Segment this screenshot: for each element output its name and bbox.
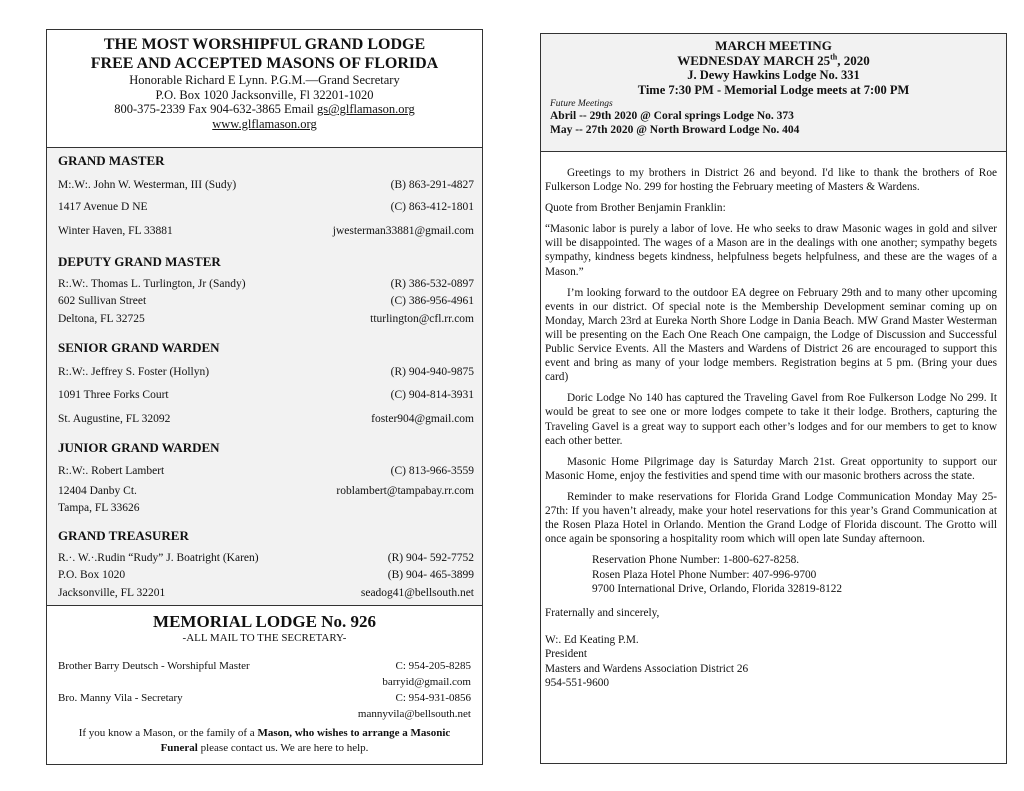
officer-row <box>58 383 474 407</box>
officer-phone: (C) 904-814-3931 <box>390 389 474 401</box>
grand-lodge-address: P.O. Box 1020 Jacksonville, Fl 32201-1020 <box>155 87 374 102</box>
memorial-title: MEMORIAL LODGE No. 926 <box>153 612 376 631</box>
officer-row <box>58 275 474 293</box>
website-link[interactable]: www.glflamason.org <box>212 116 317 131</box>
phone-fax: 800-375-2339 Fax 904-632-3865 Email <box>114 102 318 116</box>
officer-phone: (C) 813-966-3559 <box>390 465 474 477</box>
officer-row <box>58 195 474 219</box>
note-text: If you know a Mason, or the family of a <box>78 727 258 739</box>
officer-name: R:.W:. Robert Lambert <box>58 465 165 477</box>
officer-email[interactable]: foster904@gmail.com <box>371 413 474 425</box>
officer-phone: (R) 904- 592-7752 <box>387 551 474 564</box>
officer-section <box>58 153 474 243</box>
signer-phone: 954-551-9600 <box>545 677 610 690</box>
officer-name: R:.W:. Thomas L. Turlington, Jr (Sandy) <box>58 277 246 290</box>
officer-title: SENIOR GRAND WARDEN <box>58 340 220 355</box>
officer-row <box>58 407 474 431</box>
officer-row <box>58 549 474 567</box>
secretary-phone: C: 954-931-0856 <box>395 692 471 704</box>
officer-name: R.·. W.·.Rudin “Rudy” J. Boatright (Karen) <box>58 551 259 564</box>
officer-city: Tampa, FL 33626 <box>58 501 140 514</box>
future-meeting-1: Abril -- 29th 2020 @ Coral springs Lodge No. 373 <box>550 110 794 122</box>
meeting-title: MARCH MEETING <box>715 38 832 53</box>
officer-address: 1417 Avenue D NE <box>58 201 148 213</box>
grand-lodge-title: THE MOST WORSHIPFUL GRAND LODGE <box>103 36 426 53</box>
paragraph-gavel: Doric Lodge No 140 has captured the Traveling Gavel from Roe Fulkerson Lodge No 299. It would be great to see one or more lodges compete to take it their lodge. Brothers, capturing the Traveling Gavel is a great way to support each other’s lodges and for our members to get to know each other better. <box>545 392 997 447</box>
paragraph-greetings: Greetings to my brothers in District 26 and beyond. I'd like to thank the brothers of Roe Fulkerson Lodge No. 299 for hosting the February meeting of Masters & Wardens. <box>545 167 997 194</box>
secretary-name: Bro. Manny Vila - Secretary <box>58 692 183 704</box>
signer-title: President <box>545 648 588 661</box>
signature-block <box>545 633 997 691</box>
note-bold-text: Mason, who wishes to arrange a Masonic Funeral <box>160 727 451 754</box>
officer-title: GRAND TREASURER <box>58 528 189 543</box>
officer-phone: (B) 863-291-4827 <box>390 178 474 191</box>
officer-address: 1091 Three Forks Court <box>58 389 169 401</box>
paragraph-pilgrimage: Masonic Home Pilgrimage day is Saturday March 21st. Great opportunity to support our Masonic Home, enjoy the festivities and spend time with our masonic brothers across the state. <box>545 455 997 482</box>
signer-name: W:. Ed Keating P.M. <box>545 633 639 646</box>
officer-section <box>58 254 474 328</box>
officer-row <box>58 219 474 243</box>
officer-city: Winter Haven, FL 33881 <box>58 225 173 237</box>
memorial-subtitle: -ALL MAIL TO THE SECRETARY- <box>182 632 347 644</box>
officer-email[interactable]: jwesterman33881@gmail.com <box>332 225 474 237</box>
memorial-secretary-row <box>47 690 482 706</box>
officer-section <box>58 440 474 515</box>
officer-address: 12404 Danby Ct. <box>58 484 137 497</box>
officer-city: St. Augustine, FL 32092 <box>58 413 171 425</box>
meeting-year: , 2020 <box>837 53 870 68</box>
officer-title: DEPUTY GRAND MASTER <box>58 254 221 269</box>
master-email[interactable]: barryid@gmail.com <box>382 676 471 688</box>
memorial-secretary-email-row <box>47 706 482 722</box>
hotel-address: 9700 International Drive, Orlando, Florida 32819-8122 <box>592 583 843 596</box>
reservation-phone: Reservation Phone Number: 1-800-627-8258. <box>592 554 800 567</box>
future-meetings-label: Future Meetings <box>550 99 613 109</box>
signer-association: Masters and Wardens Association District 26 <box>545 662 749 675</box>
officer-name: R:.W:. Jeffrey S. Foster (Hollyn) <box>58 366 210 378</box>
future-meeting-2: May -- 27th 2020 @ North Broward Lodge No. 404 <box>550 124 800 136</box>
grand-secretary: Honorable Richard E Lynn. P.G.M.—Grand Secretary <box>129 73 400 87</box>
officer-row <box>58 461 474 481</box>
memorial-lodge-panel <box>46 606 483 765</box>
officer-city: Deltona, FL 32725 <box>58 312 145 325</box>
master-phone: C: 954-205-8285 <box>395 660 471 672</box>
officer-row <box>58 481 474 500</box>
grand-lodge-subtitle: FREE AND ACCEPTED MASONS OF FLORIDA <box>90 55 439 72</box>
grand-lodge-contact <box>47 102 482 117</box>
reservation-info <box>545 553 997 597</box>
secretary-email[interactable]: mannyvila@bellsouth.net <box>357 708 471 720</box>
paragraph-reservations: Reminder to make reservations for Florida Grand Lodge Communication Monday May 25-27th: If you haven’t already, make your hotel reservations for this year’s Grand Communication at the Rosen Plaza Hotel in Orlando. Mention the Grand Lodge of Florida discount. The Grotto will once again be sponsoring a hospitality room which will open late Sunday afternoon. <box>545 490 997 546</box>
meeting-header <box>540 33 1007 152</box>
hotel-phone: Rosen Plaza Hotel Phone Number: 407-996-9700 <box>592 568 817 581</box>
officer-phone: (R) 904-940-9875 <box>390 366 474 378</box>
officer-phone: (R) 386-532-0897 <box>390 277 474 290</box>
officer-name: M:.W:. John W. Westerman, III (Sudy) <box>58 178 237 191</box>
officer-row <box>58 174 474 195</box>
officer-phone: (B) 904- 465-3899 <box>387 569 474 582</box>
officer-section <box>58 340 474 431</box>
officer-title: JUNIOR GRAND WARDEN <box>58 440 220 455</box>
officer-address: P.O. Box 1020 <box>58 569 126 582</box>
officer-row <box>58 310 474 328</box>
officers-panel <box>46 148 483 606</box>
officer-row <box>58 567 474 585</box>
grand-lodge-header <box>46 29 483 148</box>
officer-city: Jacksonville, FL 32201 <box>58 586 166 599</box>
paragraph-quote: “Masonic labor is purely a labor of love. He who seeks to draw Masonic wages in gold and silver will be disappointed. The wages of a Mason are in the dealings with one another; sympathy begets sympathy, kindness begets kindness, helpfulness begets helpfulness, and these are the wages of a Mason.” <box>545 223 997 278</box>
officer-email[interactable]: tturlington@cfl.rr.com <box>370 312 474 325</box>
date-suffix: th <box>830 52 838 62</box>
paragraph-events: I’m looking forward to the outdoor EA degree on February 29th and to many other upcoming events in our district. Of special note is the Membership Development seminar coming up on Monday, March 23rd at Eureka North Shore Lodge in Dania Beach. MW Grand Master Westerman will be presenting on the Each One Reach One campaign, the Lodge of Discussion and Successful Public Service Events. All the Masters and Wardens of District 26 are encouraged to support this event and bring as many of your lodge members. Registration begins at 5 pm. (Bring your dues card) <box>545 286 997 384</box>
memorial-note <box>47 722 482 756</box>
officer-row <box>58 361 474 383</box>
paragraph-quote-intro: Quote from Brother Benjamin Franklin: <box>545 202 726 215</box>
officer-email[interactable]: roblambert@tampabay.rr.com <box>336 484 474 497</box>
officer-email[interactable]: seadog41@bellsouth.net <box>360 586 474 599</box>
meeting-lodge: J. Dewy Hawkins Lodge No. 331 <box>687 68 860 82</box>
note-text-end: please contact us. We are here to help. <box>197 742 369 754</box>
closing: Fraternally and sincerely, <box>545 606 660 619</box>
officer-phone: (C) 863-412-1801 <box>390 201 474 213</box>
memorial-master-email-row <box>47 674 482 690</box>
officer-row <box>58 500 474 515</box>
officer-row <box>58 293 474 311</box>
email-link[interactable]: gs@glflamason.org <box>317 102 415 116</box>
master-name: Brother Barry Deutsch - Worshipful Master <box>58 660 250 672</box>
letter-body <box>545 166 997 691</box>
officer-title: GRAND MASTER <box>58 153 165 168</box>
meeting-time: Time 7:30 PM - Memorial Lodge meets at 7:00 PM <box>637 83 910 97</box>
officer-row <box>58 584 474 602</box>
meeting-date <box>541 53 1006 68</box>
officer-section <box>58 528 474 602</box>
memorial-master-row <box>47 658 482 674</box>
officer-phone: (C) 386-956-4961 <box>390 295 474 308</box>
meeting-date-text: WEDNESDAY MARCH 25 <box>677 53 831 68</box>
officer-address: 602 Sullivan Street <box>58 295 147 308</box>
letter-panel <box>540 152 1007 764</box>
